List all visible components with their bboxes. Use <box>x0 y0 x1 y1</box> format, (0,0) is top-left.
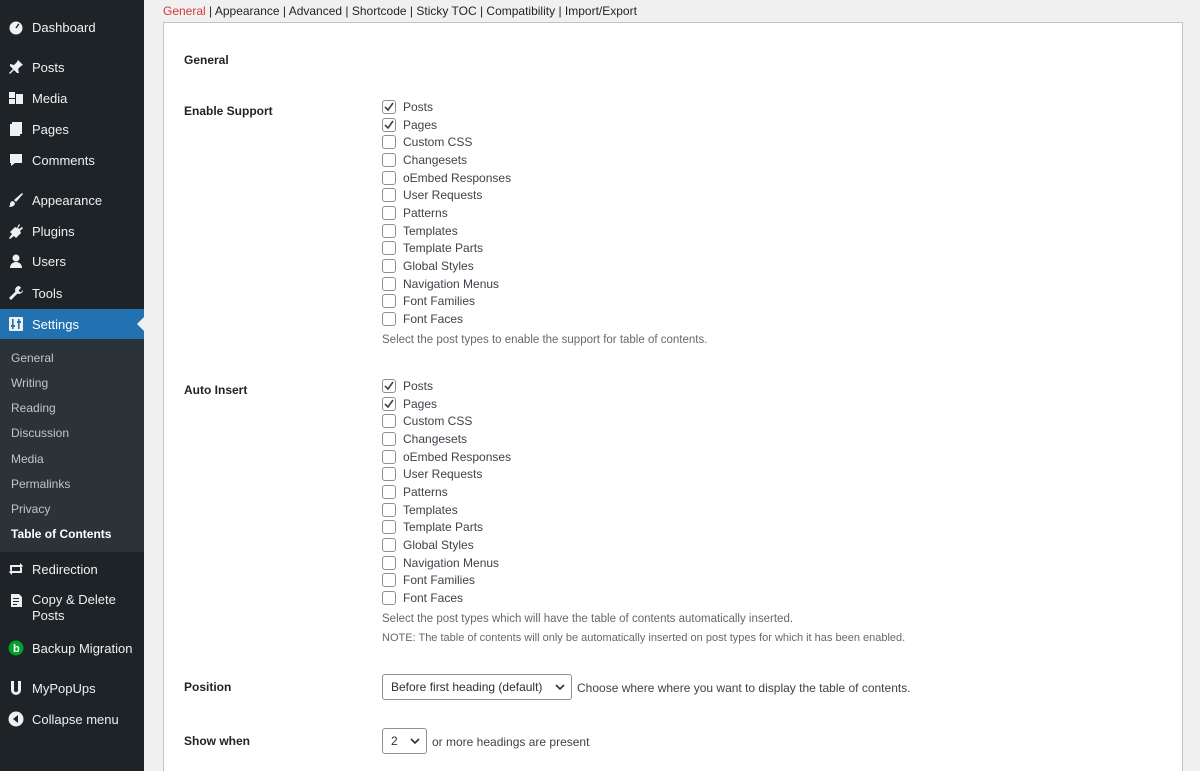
auto-insert-option[interactable] <box>382 501 511 519</box>
auto-insert-option[interactable] <box>382 465 511 483</box>
enable-support-description: Select the post types to enable the support for table of contents. <box>382 334 708 346</box>
menu-label: Appearance <box>32 192 103 208</box>
enable-support-option[interactable] <box>382 293 511 311</box>
show-when-select-value: 2 <box>391 734 398 748</box>
tab-separator: | <box>409 4 417 18</box>
admin-sidebar <box>0 0 144 771</box>
user-icon <box>8 253 24 269</box>
checkbox[interactable] <box>382 259 396 273</box>
menu-label: Redirection <box>32 561 98 577</box>
menu-label-line1: Copy & Delete <box>32 592 116 607</box>
checkbox-label: Templates <box>403 502 458 517</box>
enable-support-option[interactable] <box>382 222 511 240</box>
checkbox-label: User Requests <box>403 188 483 203</box>
menu-label: MyPopUps <box>32 680 96 696</box>
checkbox[interactable] <box>382 467 396 481</box>
submenu-general[interactable]: General <box>11 351 54 365</box>
checkbox-label: Global Styles <box>403 259 474 274</box>
submenu-reading[interactable]: Reading <box>11 401 56 415</box>
checkbox[interactable] <box>382 206 396 220</box>
tab-separator: | <box>282 4 289 18</box>
enable-support-option[interactable] <box>382 275 511 293</box>
checkbox-label: Navigation Menus <box>403 555 500 570</box>
auto-insert-note: NOTE: The table of contents will only be automatically inserted on post types for which it has been enabled. <box>382 632 906 644</box>
redirect-icon <box>8 561 24 577</box>
tab-general[interactable]: General <box>163 4 206 18</box>
checkbox-label: Posts <box>403 99 434 114</box>
menu-plugins[interactable] <box>0 221 144 241</box>
menu-collapse[interactable] <box>0 709 144 729</box>
menu-label: Dashboard <box>32 19 96 35</box>
chevron-down-icon <box>555 682 565 692</box>
auto-insert-option[interactable] <box>382 430 511 448</box>
checkbox-label: Font Faces <box>403 312 464 327</box>
media-icon <box>8 90 24 106</box>
auto-insert-option[interactable] <box>382 536 511 554</box>
menu-label: Posts <box>32 59 65 75</box>
checkbox[interactable] <box>382 153 396 167</box>
checkbox-label: User Requests <box>403 467 483 482</box>
checkbox[interactable] <box>382 188 396 202</box>
menu-comments[interactable] <box>0 150 144 170</box>
popup-icon <box>8 680 24 696</box>
auto-insert-description: Select the post types which will have the table of contents automatically inserted. <box>382 613 794 625</box>
checkmark-icon <box>383 101 395 113</box>
settings-tabs <box>163 4 637 18</box>
checkbox[interactable] <box>382 241 396 255</box>
menu-label <box>32 592 116 624</box>
checkbox[interactable] <box>382 312 396 326</box>
checkbox[interactable] <box>382 135 396 149</box>
menu-dashboard[interactable] <box>0 17 144 37</box>
menu-mypopups[interactable] <box>0 678 144 698</box>
checkbox-label: Patterns <box>403 484 448 499</box>
position-help: Choose where where you want to display the table of contents. <box>577 681 911 695</box>
checkbox-label: Templates <box>403 223 458 238</box>
checkbox[interactable] <box>382 277 396 291</box>
checkmark-icon <box>383 119 395 131</box>
submenu-permalinks[interactable]: Permalinks <box>11 477 71 491</box>
submenu-writing[interactable]: Writing <box>11 376 49 390</box>
section-title: General <box>184 53 229 67</box>
checkbox-label: Pages <box>403 396 438 411</box>
checkbox[interactable] <box>382 224 396 238</box>
checkbox-label: Global Styles <box>403 538 474 553</box>
tab-advanced[interactable]: Advanced <box>288 4 343 18</box>
menu-label: Media <box>32 90 68 106</box>
checkbox[interactable] <box>382 520 396 534</box>
checkbox[interactable] <box>382 379 396 393</box>
checkbox[interactable] <box>382 591 396 605</box>
menu-label: Users <box>32 253 66 269</box>
menu-media[interactable] <box>0 88 144 108</box>
checkbox-label: Custom CSS <box>403 135 473 150</box>
submenu-media[interactable]: Media <box>11 452 44 466</box>
checkbox[interactable] <box>382 450 396 464</box>
checkbox-label: Font Families <box>403 294 476 309</box>
position-label: Position <box>184 680 232 694</box>
checkbox-label: Posts <box>403 378 434 393</box>
show-when-label: Show when <box>184 734 250 748</box>
menu-redirection[interactable] <box>0 559 144 579</box>
checkbox-label: oEmbed Responses <box>403 170 512 185</box>
checkbox-label: Font Families <box>403 573 476 588</box>
show-when-select[interactable] <box>382 728 427 754</box>
chevron-down-icon <box>410 736 420 746</box>
checkmark-icon <box>383 398 395 410</box>
settings-submenu <box>0 339 144 552</box>
enable-support-label: Enable Support <box>184 104 273 118</box>
checkmark-icon <box>383 380 395 392</box>
menu-label-line2: Posts <box>32 608 65 623</box>
enable-support-option[interactable] <box>382 133 511 151</box>
auto-insert-options <box>382 377 511 607</box>
tab-shortcode[interactable]: Shortcode <box>351 4 407 18</box>
menu-label: Plugins <box>32 223 75 239</box>
checkbox-label: Patterns <box>403 205 448 220</box>
checkbox[interactable] <box>382 573 396 587</box>
comment-icon <box>8 152 24 168</box>
menu-label: Settings <box>32 316 79 332</box>
backup-icon <box>8 640 24 656</box>
settings-icon <box>8 316 24 332</box>
tab-appearance[interactable]: Appearance <box>214 4 280 18</box>
checkbox-label: oEmbed Responses <box>403 449 512 464</box>
enable-support-option[interactable] <box>382 151 511 169</box>
menu-label: Collapse menu <box>32 711 119 727</box>
tab-sticky-toc[interactable]: Sticky TOC <box>416 4 477 18</box>
checkbox-label: Pages <box>403 117 438 132</box>
enable-support-option[interactable] <box>382 116 511 134</box>
position-select-value: Before first heading (default) <box>391 680 543 694</box>
checkbox[interactable] <box>382 397 396 411</box>
enable-support-option[interactable] <box>382 257 511 275</box>
checkbox[interactable] <box>382 432 396 446</box>
tab-separator: | <box>558 4 565 18</box>
auto-insert-option[interactable] <box>382 412 511 430</box>
menu-tools[interactable] <box>0 283 144 303</box>
wrench-icon <box>8 285 24 301</box>
tab-compatibility[interactable]: Compatibility <box>486 4 556 18</box>
checkbox[interactable] <box>382 503 396 517</box>
dashboard-icon <box>8 19 24 35</box>
checkbox-label: Template Parts <box>403 520 484 535</box>
plugin-icon <box>8 223 24 239</box>
checkbox[interactable] <box>382 294 396 308</box>
enable-support-option[interactable] <box>382 240 511 258</box>
tab-separator: | <box>345 4 352 18</box>
checkbox-label: Changesets <box>403 152 468 167</box>
checkbox-label: Changesets <box>403 431 468 446</box>
menu-label: Pages <box>32 121 69 137</box>
checkbox[interactable] <box>382 556 396 570</box>
brush-icon <box>8 192 24 208</box>
auto-insert-option[interactable] <box>382 572 511 590</box>
menu-label: Tools <box>32 285 63 301</box>
checkbox-label: Font Faces <box>403 591 464 606</box>
tab-import-export[interactable]: Import/Export <box>564 4 637 18</box>
copy-icon <box>8 593 24 609</box>
enable-support-options <box>382 98 511 328</box>
checkbox-label: Template Parts <box>403 241 484 256</box>
pin-icon <box>8 59 24 75</box>
auto-insert-option[interactable] <box>382 554 511 572</box>
svg-text:b: b <box>13 643 20 655</box>
checkbox[interactable] <box>382 118 396 132</box>
submenu-discussion[interactable]: Discussion <box>11 426 70 440</box>
tab-separator: | <box>479 4 487 18</box>
enable-support-option[interactable] <box>382 98 511 116</box>
menu-backup-migration[interactable] <box>0 638 144 658</box>
menu-pages[interactable] <box>0 119 144 139</box>
enable-support-option[interactable] <box>382 169 511 187</box>
checkbox[interactable] <box>382 538 396 552</box>
auto-insert-label: Auto Insert <box>184 383 248 397</box>
checkbox[interactable] <box>382 100 396 114</box>
submenu-privacy[interactable]: Privacy <box>11 502 51 516</box>
auto-insert-option[interactable] <box>382 519 511 537</box>
menu-copy-delete-posts[interactable] <box>0 592 144 626</box>
checkbox[interactable] <box>382 171 396 185</box>
enable-support-option[interactable] <box>382 186 511 204</box>
checkbox-label: Navigation Menus <box>403 276 500 291</box>
checkbox-label: Custom CSS <box>403 414 473 429</box>
auto-insert-option[interactable] <box>382 483 511 501</box>
menu-posts[interactable] <box>0 57 144 77</box>
checkbox[interactable] <box>382 485 396 499</box>
settings-panel <box>163 22 1183 771</box>
menu-settings[interactable] <box>0 309 144 339</box>
auto-insert-option[interactable] <box>382 589 511 607</box>
show-when-help: or more headings are present <box>432 735 590 749</box>
menu-users[interactable] <box>0 251 144 271</box>
menu-label: Comments <box>32 152 95 168</box>
auto-insert-option[interactable] <box>382 377 511 395</box>
enable-support-option[interactable] <box>382 310 511 328</box>
position-select[interactable] <box>382 674 572 700</box>
page-icon <box>8 121 24 137</box>
menu-appearance[interactable] <box>0 190 144 210</box>
menu-label: Backup Migration <box>32 640 133 656</box>
enable-support-option[interactable] <box>382 204 511 222</box>
checkbox[interactable] <box>382 414 396 428</box>
auto-insert-option[interactable] <box>382 448 511 466</box>
submenu-table-of-contents[interactable]: Table of Contents <box>11 527 112 541</box>
collapse-icon <box>8 711 24 727</box>
tab-separator: | <box>209 4 215 18</box>
auto-insert-option[interactable] <box>382 395 511 413</box>
